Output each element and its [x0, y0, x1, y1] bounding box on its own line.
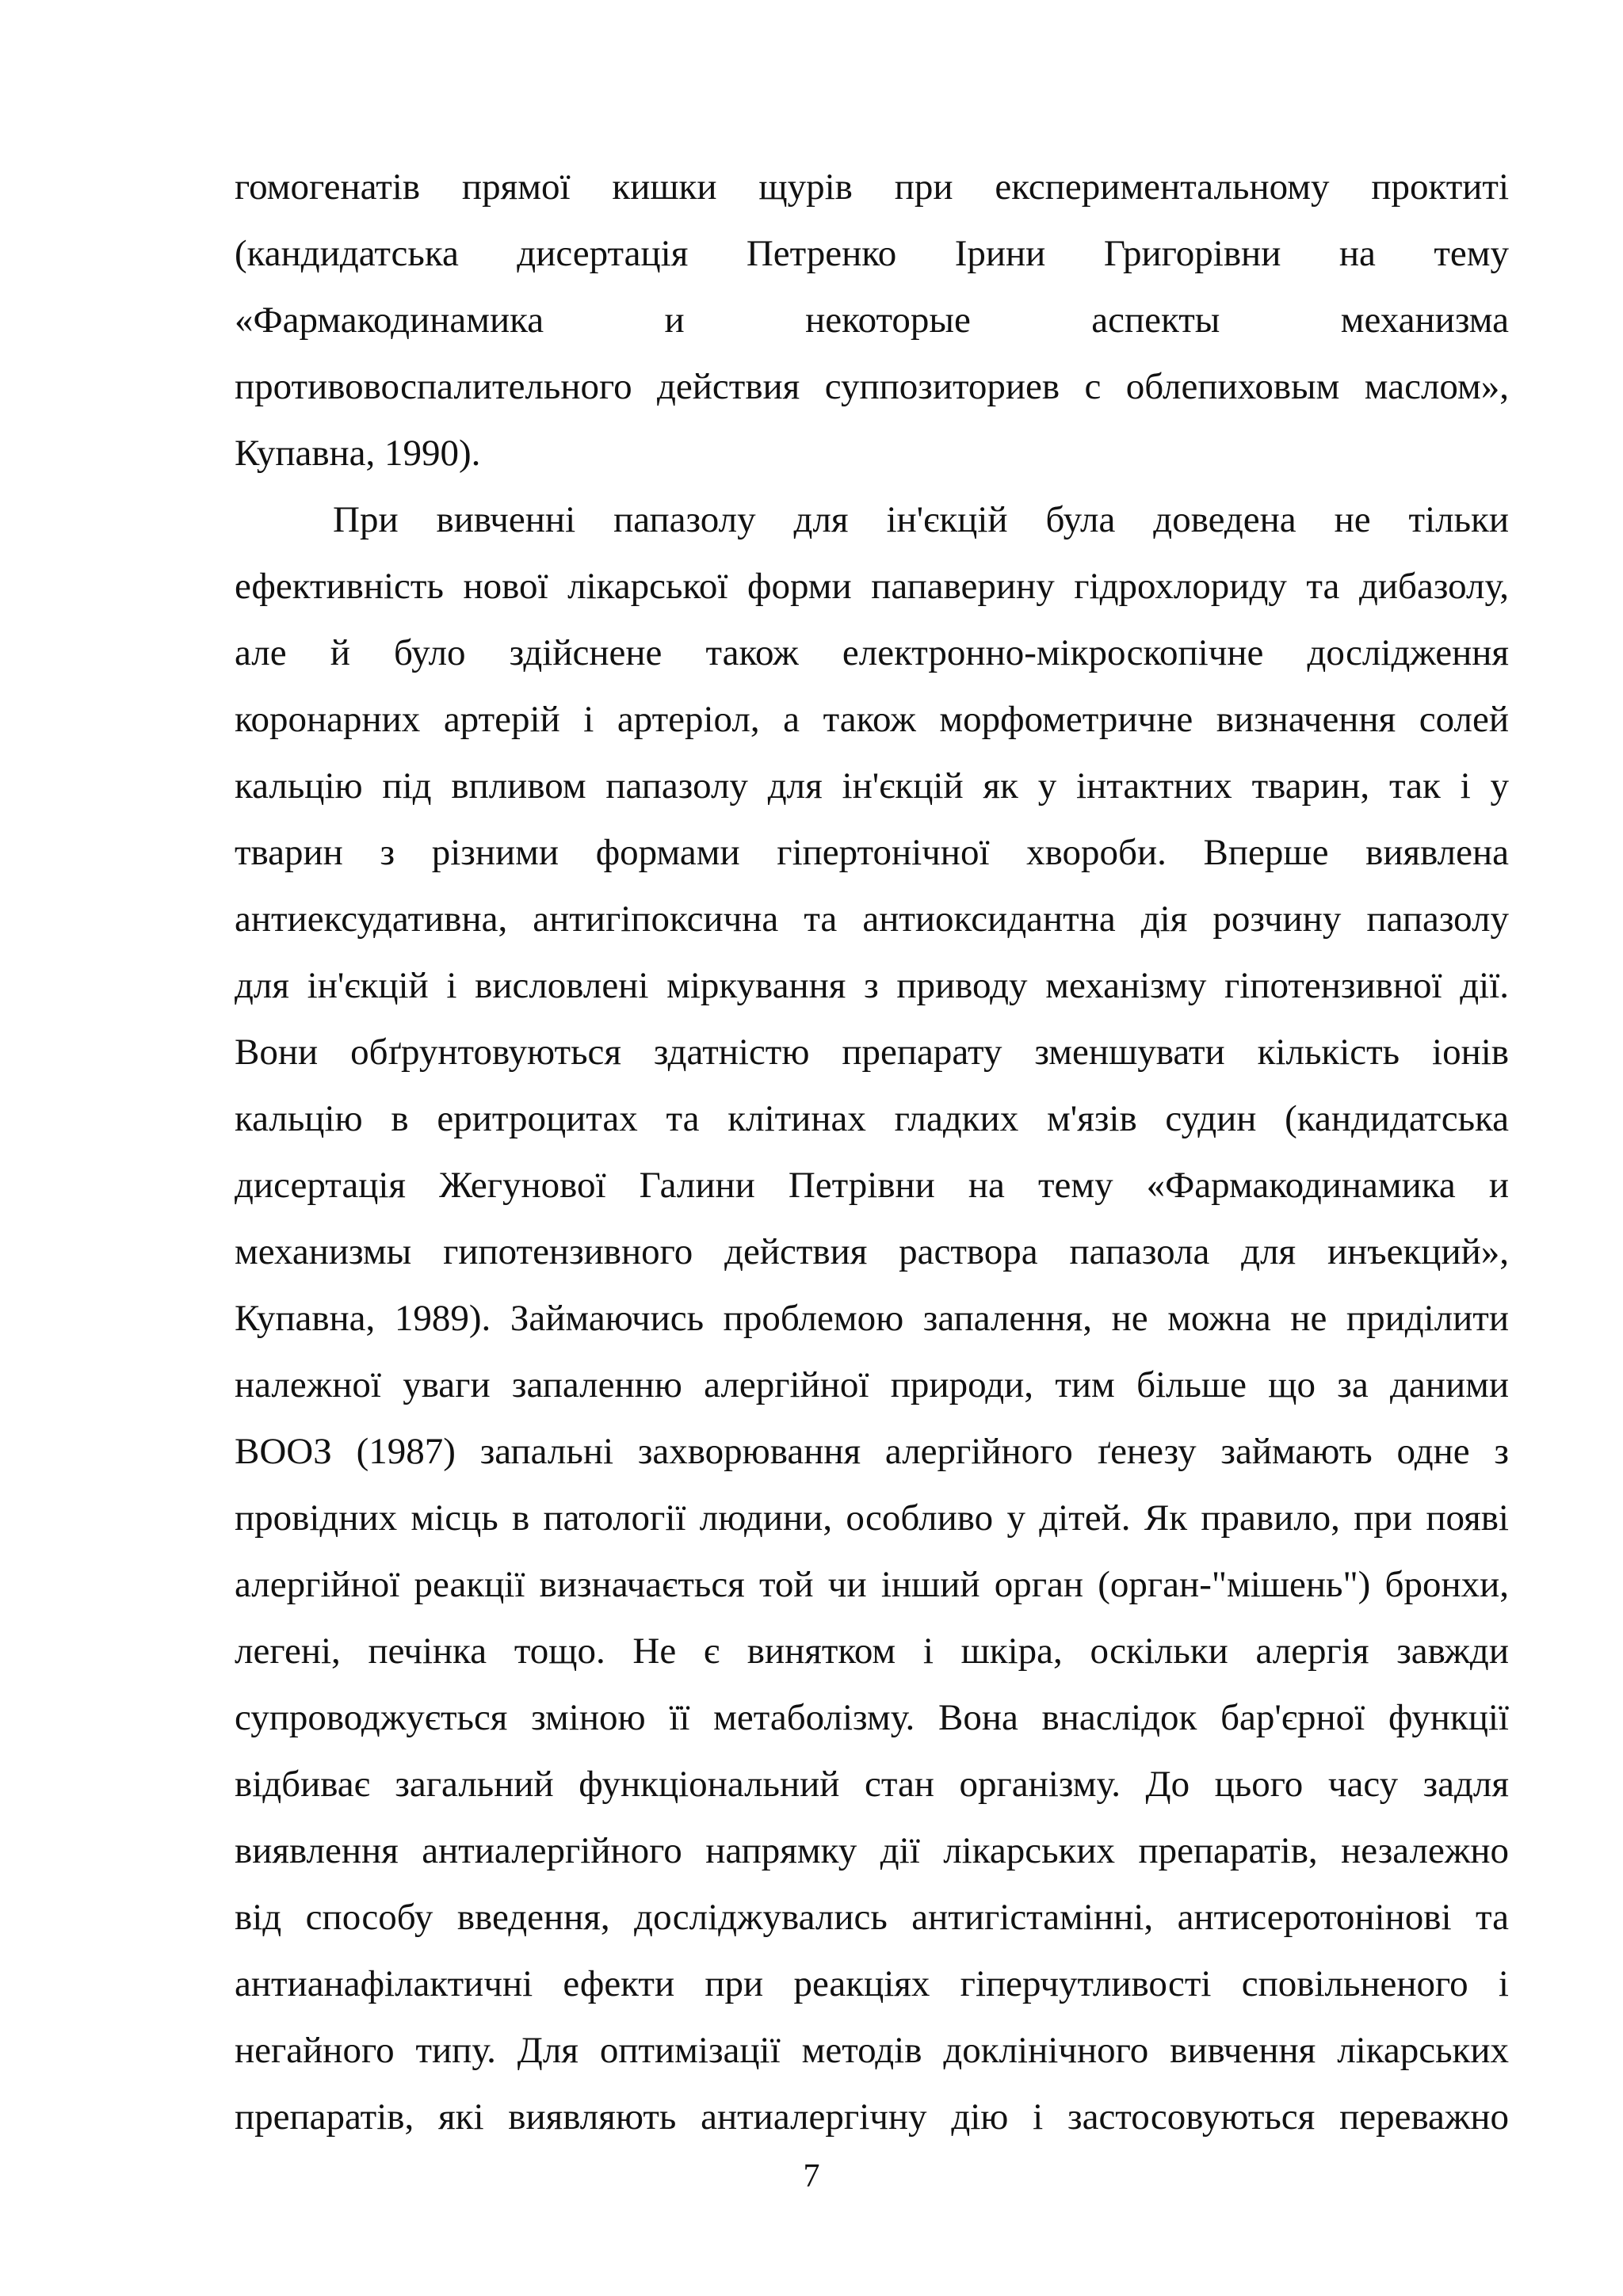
text-line: супроводжується зміною її метаболізму. Вона внаслідок бар'єрної функції — [235, 1697, 1509, 1738]
text-line: коронарних артерій і артеріол, а також морфометричне визначення солей — [235, 699, 1509, 740]
text-line: препаратів, які виявляють антиалергічну дію і застосовуються переважно — [235, 2096, 1509, 2138]
text-line: Купавна, 1990). — [235, 433, 481, 474]
text-line: антианафілактичні ефекти при реакціях гіперчутливості сповільненого і — [235, 1963, 1509, 2004]
page-number: 7 — [803, 2158, 820, 2195]
text-line: від способу введення, досліджувались антигістамінні, антисеротонінові та — [235, 1897, 1509, 1938]
text-line: алергійної реакції визначається той чи інший орган (орган-"мішень") бронхи, — [235, 1564, 1509, 1605]
text-line: противовоспалительного действия суппозиториев с облепиховым маслом», — [235, 366, 1509, 407]
text-line: «Фармакодинамика и некоторые аспекты механизма — [235, 299, 1509, 341]
text-line: відбиває загальний функціональний стан організму. До цього часу задля — [235, 1764, 1509, 1805]
text-line: Купавна, 1989). Займаючись проблемою запалення, не можна не приділити — [235, 1298, 1509, 1339]
text-line: провідних місць в патології людини, особливо у дітей. Як правило, при появі — [235, 1497, 1509, 1539]
paragraph-2 — [235, 486, 1509, 2150]
text-line: (кандидатська дисертація Петренко Ірини Григорівни на тему — [235, 233, 1509, 274]
text-line: кальцію під впливом папазолу для ін'єкцій як у інтактних тварин, так і у — [235, 765, 1509, 807]
text-line: дисертація Жегунової Галини Петрівни на тему «Фармакодинамика и — [235, 1165, 1509, 1206]
text-line: для ін'єкцій і висловлені міркування з приводу механізму гіпотензивної дії. — [235, 965, 1509, 1006]
text-line: кальцію в еритроцитах та клітинах гладких м'язів судин (кандидатська — [235, 1098, 1509, 1139]
text-line: Вони обґрунтовуються здатністю препарату зменшувати кількість іонів — [235, 1032, 1509, 1073]
text-line: тварин з різними формами гіпертонічної хвороби. Вперше виявлена — [235, 832, 1509, 873]
text-line: але й було здійснене також електронно-мікроскопічне дослідження — [235, 632, 1509, 673]
text-line: ВООЗ (1987) запальні захворювання алергійного ґенезу займають одне з — [235, 1431, 1509, 1472]
text-line: ефективність нової лікарської форми папаверину гідрохлориду та дибазолу, — [235, 566, 1509, 607]
text-line: негайного типу. Для оптимізації методів доклінічного вивчення лікарських — [235, 2030, 1509, 2071]
body-text — [235, 154, 1509, 2150]
text-line: легені, печінка тощо. Не є винятком і шкіра, оскільки алергія завжди — [235, 1630, 1509, 1672]
text-line: механизмы гипотензивного действия раствора папазола для инъекций», — [235, 1231, 1509, 1272]
text-line: При вивченні папазолу для ін'єкцій була доведена не тільки — [333, 499, 1509, 540]
text-line: виявлення антиалергійного напрямку дії лікарських препаратів, незалежно — [235, 1830, 1509, 1871]
text-line: належної уваги запаленню алергійної природи, тим більше що за даними — [235, 1364, 1509, 1405]
paragraph-1 — [235, 154, 1509, 486]
text-line: антиексудативна, антигіпоксична та антиоксидантна дія розчину папазолу — [235, 898, 1509, 940]
text-line: гомогенатів прямої кишки щурів при експериментальному проктиті — [235, 166, 1509, 208]
